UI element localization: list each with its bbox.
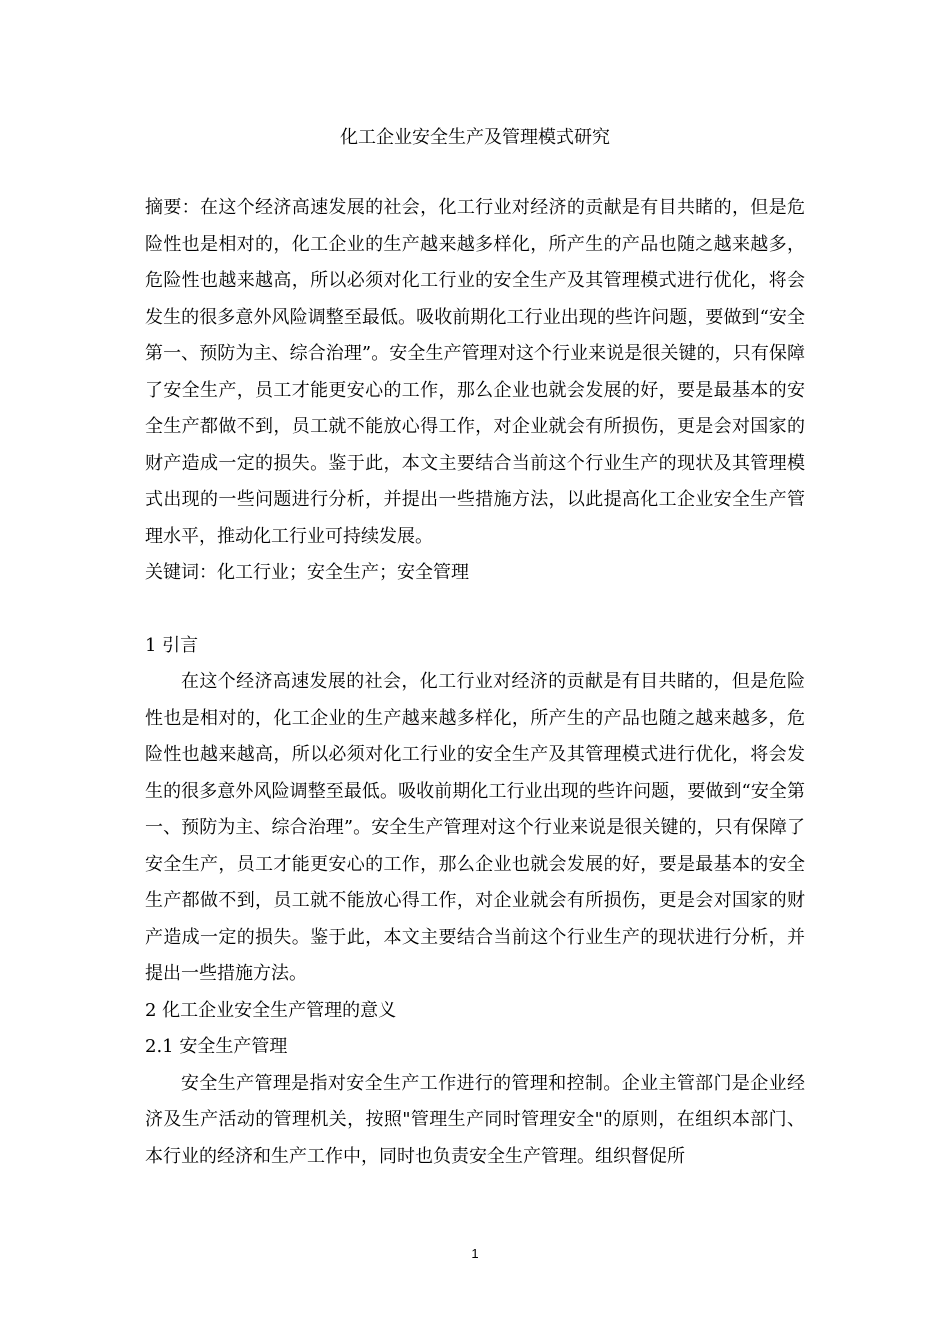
abstract-paragraph: 摘要：在这个经济高速发展的社会，化工行业对经济的贡献是有目共睹的，但是危险性也是相对的，化工企业的生产越来越多样化，所产生的产品也随之越来越多，危险性也越来越高，所以必须对化工行业的安全生产及其管理模式进行优化，将会发生的很多意外风险调整至最低。吸收前期化工行业出现的些许问题，要做到“安全第一、预防为主、综合治理”。安全生产管理对这个行业来说是很关键的，只有保障了安全生产，员工才能更安心的工作，那么企业也就会发展的好，要是最基本的安全生产都做不到，员工就不能放心得工作，对企业就会有所损伤，更是会对国家的财产造成一定的损失。鉴于此，本文主要结合当前这个行业生产的现状及其管理模式出现的一些问题进行分析，并提出一些措施方法，以此提高化工企业安全生产管理水平，推动化工行业可持续发展。 <box>145 197 805 547</box>
section-2-1-paragraph: 安全生产管理是指对安全生产工作进行的管理和控制。企业主管部门是企业经济及生产活动的管理机关，按照"管理生产同时管理安全"的原则，在组织本部门、本行业的经济和生产工作中，同时也负责安全生产管理。组织督促所 <box>145 1072 805 1167</box>
keywords-line: 关键词：化工行业；安全生产；安全管理 <box>145 562 469 583</box>
document-title: 化工企业安全生产及管理模式研究 <box>340 127 610 148</box>
section-2-1-heading: 2.1 安全生产管理 <box>145 1036 288 1057</box>
page-number: 1 <box>471 1246 479 1261</box>
section-1-paragraph: 在这个经济高速发展的社会，化工行业对经济的贡献是有目共睹的，但是危险性也是相对的，化工企业的生产越来越多样化，所产生的产品也随之越来越多，危险性也越来越高，所以必须对化工行业的安全生产及其管理模式进行优化，将会发生的很多意外风险调整至最低。吸收前期化工行业出现的些许问题，要做到“安全第一、预防为主、综合治理”。安全生产管理对这个行业来说是很关键的，只有保障了安全生产，员工才能更安心的工作，那么企业也就会发展的好，要是最基本的安全生产都做不到，员工就不能放心得工作，对企业就会有所损伤，更是会对国家的财产造成一定的损失。鉴于此，本文主要结合当前这个行业生产的现状进行分析，并提出一些措施方法。 <box>145 671 805 984</box>
section-gap <box>145 592 805 628</box>
section-1-heading: 1 引言 <box>145 634 199 656</box>
section-2-heading: 2 化工企业安全生产管理的意义 <box>145 999 397 1021</box>
document-body <box>145 190 805 1175</box>
